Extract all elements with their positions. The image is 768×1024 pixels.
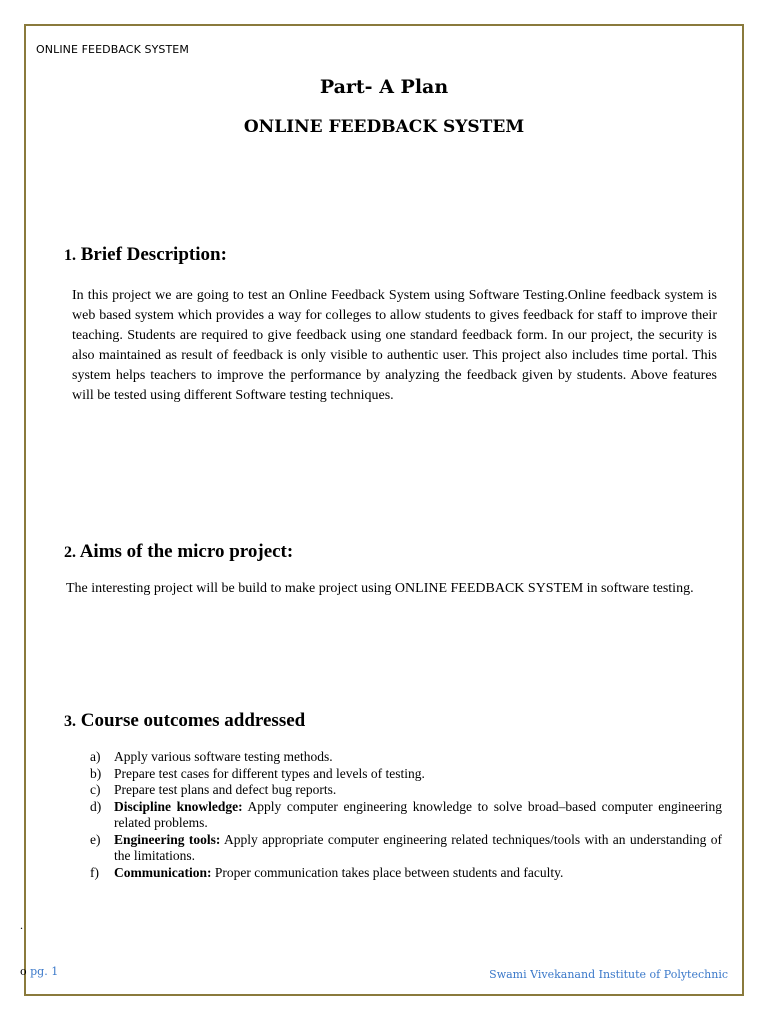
list-item xyxy=(90,799,722,832)
list-marker: d) xyxy=(90,798,102,814)
section-number: 3. xyxy=(64,713,76,730)
running-header: ONLINE FEEDBACK SYSTEM xyxy=(36,43,189,56)
page-number: pg. 1 xyxy=(30,965,59,978)
list-marker: a) xyxy=(90,749,101,764)
section-number: 1. xyxy=(64,247,76,264)
aims-text: The interesting project will be build to make project using ONLINE FEEDBACK SYSTEM in software testing. xyxy=(66,581,694,596)
section-title: Course outcomes addressed xyxy=(80,710,306,731)
stray-dot: . xyxy=(20,918,23,932)
section-number: 2. xyxy=(64,544,76,561)
footer-page-number xyxy=(20,965,58,978)
list-marker: e) xyxy=(90,831,101,847)
section-title: Brief Description: xyxy=(80,244,227,265)
list-item-text: Prepare test plans and defect bug reports. xyxy=(114,782,337,797)
list-item-text: Discipline knowledge: Apply computer engineering knowledge to solve broad–based computer engineering related problems. xyxy=(114,798,722,830)
footer-institute: Swami Vivekanand Institute of Polytechnic xyxy=(489,968,728,981)
list-item-text: Prepare test cases for different types and levels of testing. xyxy=(114,765,425,781)
footer-bullet: o xyxy=(20,965,27,978)
list-item xyxy=(90,749,722,766)
list-marker: b) xyxy=(90,765,102,781)
section-3-heading xyxy=(64,710,305,732)
section-title: Aims of the micro project: xyxy=(79,541,294,562)
list-marker: f) xyxy=(90,864,99,880)
list-item xyxy=(90,782,722,799)
list-item xyxy=(90,766,722,783)
list-item-text: Communication: Proper communication takes place between students and faculty. xyxy=(114,864,564,880)
list-item-text: Engineering tools: Apply appropriate computer engineering related techniques/tools with an understanding of the limitations. xyxy=(114,831,722,863)
section-2-heading xyxy=(64,541,293,563)
section-1-heading xyxy=(64,244,227,266)
document-title: ONLINE FEEDBACK SYSTEM xyxy=(243,117,525,137)
list-item xyxy=(90,865,722,882)
part-title: Part- A Plan xyxy=(319,76,449,98)
list-marker: c) xyxy=(90,782,101,797)
course-outcomes-list xyxy=(90,749,722,881)
list-item xyxy=(90,832,722,865)
brief-description-text: In this project we are going to test an Online Feedback System using Software Testing.Online feedback system is web based system which provides a way for colleges to allow students to gives feedback for staff to improve their teaching. Students are required to give feedback using one standard feedback form. In our project, the security is also maintained as result of feedback is only visible to authentic user. This project also includes time portal. This system helps teachers to improve the performance by analyzing the feedback given by students. Above features will be tested using different Software testing techniques. xyxy=(72,288,717,403)
list-item-text: Apply various software testing methods. xyxy=(114,749,333,764)
